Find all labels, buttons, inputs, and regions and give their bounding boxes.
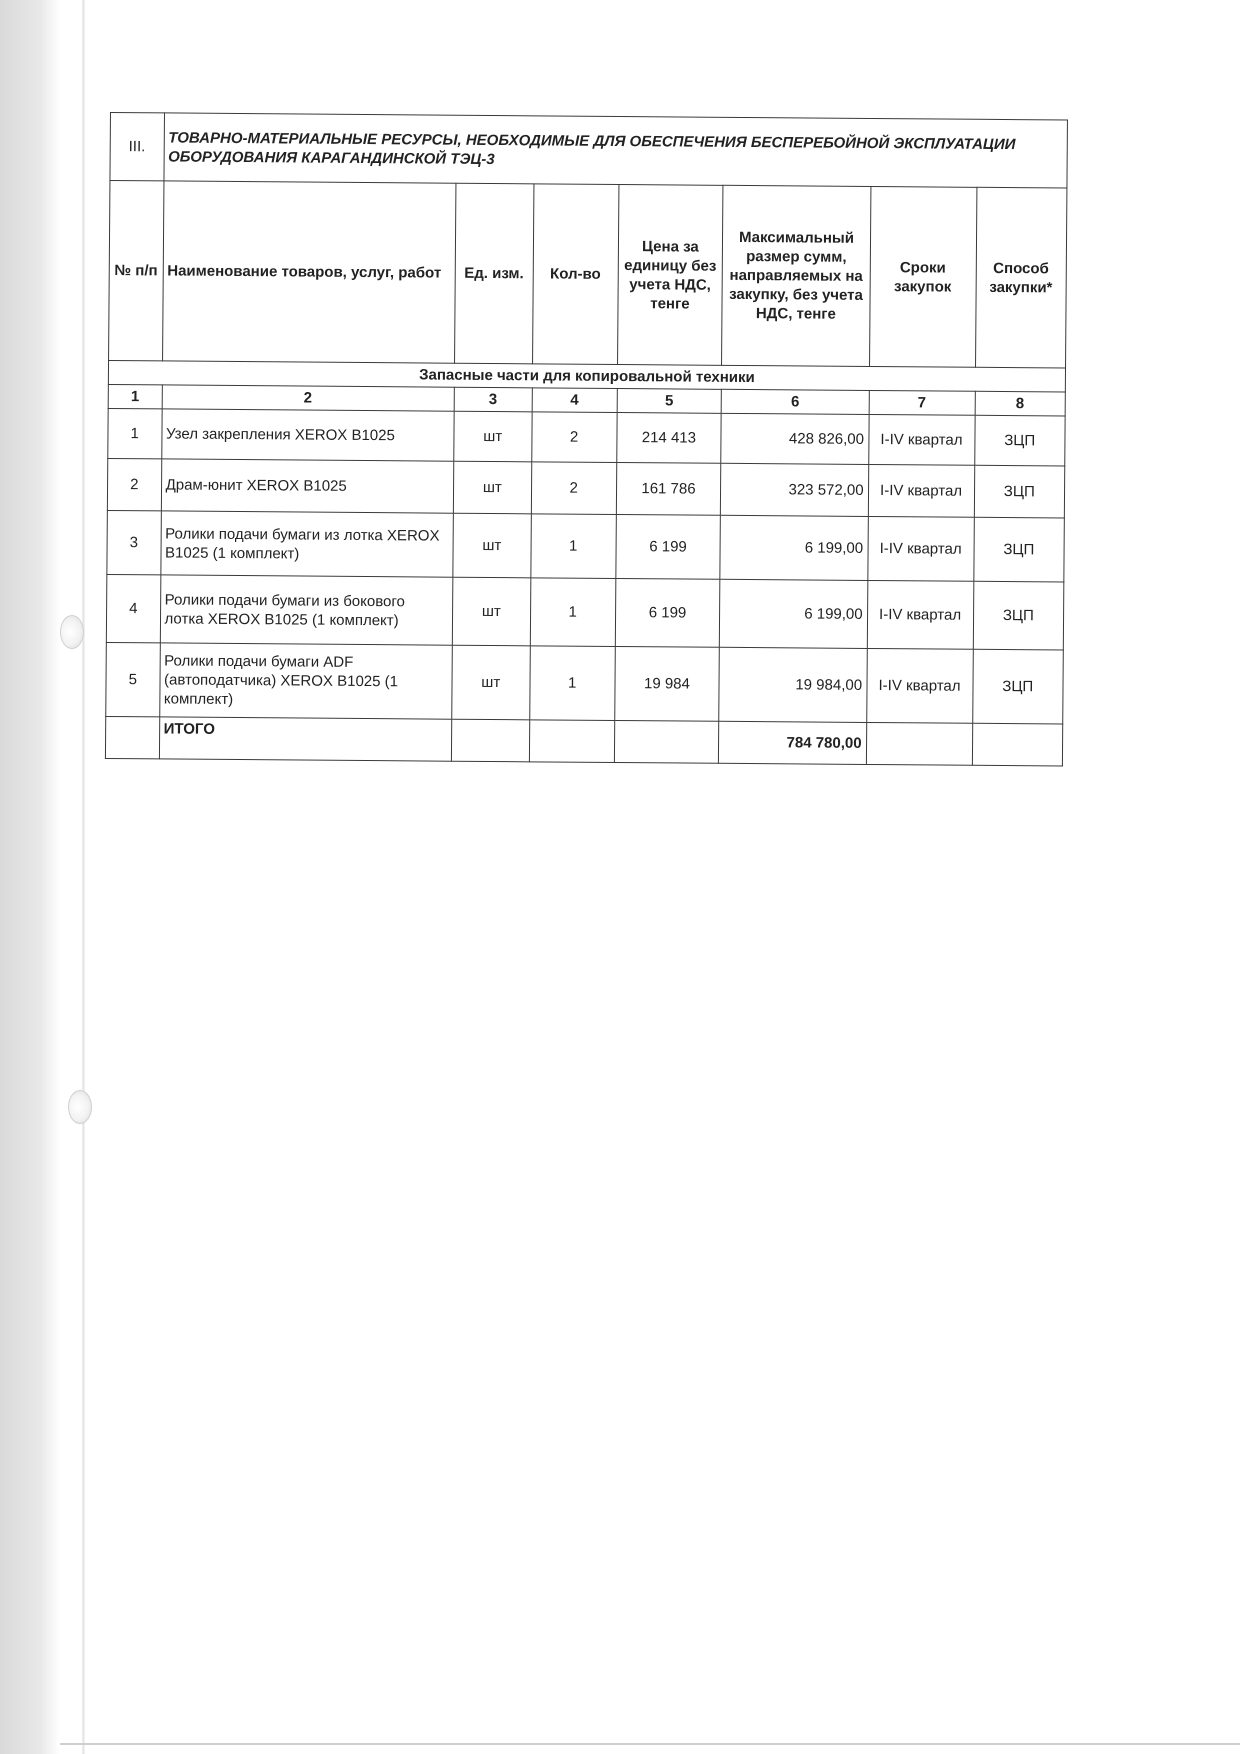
- table-row: [106, 642, 1064, 724]
- table-row: [107, 510, 1064, 582]
- header-qty: Кол-во: [532, 184, 618, 365]
- row-qty: 1: [530, 646, 615, 721]
- total-empty-cell: [866, 722, 972, 765]
- total-empty-cell: [451, 719, 529, 762]
- row-sum: 19 984,00: [719, 647, 867, 722]
- scan-edge-shadow: [0, 0, 60, 1754]
- header-num: № п/п: [109, 181, 164, 361]
- header-period: Сроки закупок: [869, 186, 976, 367]
- procurement-table: [105, 112, 1068, 767]
- column-number: 7: [869, 390, 975, 415]
- section-number: III.: [110, 113, 164, 181]
- table-row: [106, 574, 1064, 650]
- row-name: Драм-юнит XEROX B1025: [161, 459, 454, 513]
- table-row: [107, 458, 1064, 518]
- procurement-table-container: [105, 112, 1068, 767]
- row-sum: 428 826,00: [721, 413, 869, 464]
- header-name: Наименование товаров, услуг, работ: [162, 181, 456, 363]
- row-unit: шт: [453, 411, 531, 462]
- row-num: 3: [107, 510, 161, 574]
- row-sum: 323 572,00: [721, 463, 869, 516]
- column-number: 6: [722, 389, 869, 414]
- row-num: 4: [106, 574, 160, 642]
- row-unit: шт: [453, 513, 532, 578]
- punch-hole-bottom: [68, 1090, 92, 1124]
- row-name: Ролики подачи бумаги ADF (автоподатчика) XEROX B1025 (1 комплект): [159, 643, 452, 719]
- header-method: Способ закупки*: [975, 187, 1067, 368]
- total-empty-cell: [529, 720, 614, 763]
- column-number: 4: [532, 388, 617, 413]
- column-number: 8: [975, 391, 1066, 416]
- row-qty: 1: [531, 514, 616, 579]
- row-method: ЗЦП: [972, 649, 1063, 724]
- row-unit: шт: [452, 577, 531, 646]
- header-unit: Ед. изм.: [454, 183, 533, 364]
- header-max-sum: Максимальный размер сумм, направляемых на закупку, без учета НДС, тенге: [722, 185, 871, 366]
- row-method: ЗЦП: [973, 517, 1064, 582]
- scan-fold-line: [82, 0, 85, 1754]
- row-name: Ролики подачи бумаги из бокового лотка XEROX B1025 (1 комплект): [160, 575, 453, 645]
- row-price: 6 199: [615, 514, 720, 579]
- row-price: 214 413: [616, 412, 721, 463]
- row-price: 19 984: [614, 646, 719, 721]
- column-header-row: [109, 181, 1067, 369]
- row-name: Ролики подачи бумаги из лотка XEROX B1025 (1 комплект): [160, 511, 453, 577]
- column-number: 2: [162, 385, 454, 411]
- row-name: Узел закрепления XEROX B1025: [161, 409, 454, 461]
- row-period: I-IV квартал: [866, 648, 973, 723]
- column-number: 5: [617, 388, 722, 413]
- total-empty-cell: [614, 720, 719, 763]
- section-title: ТОВАРНО-МАТЕРИАЛЬНЫЕ РЕСУРСЫ, НЕОБХОДИМЫЕ ДЛЯ ОБЕСПЕЧЕНИЯ БЕСПЕРЕБОЙНОЙ ЭКСПЛУАТАЦИИ ОБОРУДОВАНИЯ КАРАГАНДИНСКОЙ ТЭЦ-3: [163, 113, 1067, 188]
- category-title: Запасные части для копировальной техники: [108, 360, 1065, 392]
- column-number: 1: [108, 384, 162, 408]
- row-unit: шт: [451, 645, 530, 720]
- row-num: 1: [108, 408, 162, 458]
- header-price: Цена за единицу без учета НДС, тенге: [617, 184, 723, 365]
- row-qty: 2: [531, 462, 616, 515]
- total-sum: 784 780,00: [719, 721, 867, 764]
- row-unit: шт: [453, 461, 531, 514]
- row-method: ЗЦП: [973, 581, 1064, 650]
- total-empty-cell: [105, 716, 159, 758]
- total-label: ИТОГО: [159, 717, 452, 761]
- row-qty: 1: [530, 578, 615, 647]
- total-empty-cell: [972, 723, 1063, 766]
- punch-hole-top: [60, 615, 84, 649]
- column-number: 3: [454, 387, 532, 412]
- total-row: [105, 716, 1062, 766]
- row-method: ЗЦП: [974, 415, 1065, 466]
- table-row: [108, 408, 1065, 466]
- row-price: 6 199: [615, 578, 720, 647]
- row-period: I-IV квартал: [868, 464, 974, 517]
- row-price: 161 786: [616, 462, 721, 515]
- row-period: I-IV квартал: [868, 414, 974, 465]
- row-method: ЗЦП: [974, 465, 1065, 518]
- row-sum: 6 199,00: [720, 579, 868, 648]
- row-period: I-IV квартал: [867, 580, 973, 649]
- row-period: I-IV квартал: [867, 516, 973, 581]
- scan-bottom-edge: [60, 1743, 1240, 1745]
- section-header-row: [110, 113, 1068, 189]
- row-qty: 2: [532, 412, 617, 463]
- row-num: 2: [107, 458, 161, 510]
- row-sum: 6 199,00: [720, 515, 868, 580]
- row-num: 5: [106, 642, 160, 716]
